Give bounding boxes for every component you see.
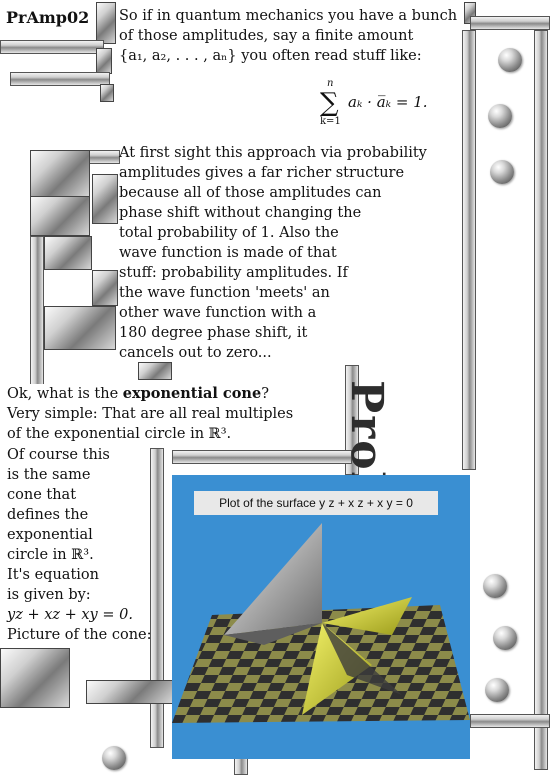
paragraph-line: total probability of 1. Also the [119,225,339,241]
paragraph-line: stuff: probability amplitudes. If [119,265,348,281]
paragraph-line: because all of those amplitudes can [119,185,382,201]
metal-pipe-right [462,30,476,470]
paragraph-line: is given by: [7,587,91,603]
metal-block-left-5 [92,270,118,306]
paragraph-line: Of course this [7,447,110,463]
paragraph-line: It's equation [7,567,99,583]
metal-bar-bottom-right [470,714,550,728]
metal-ball [483,574,507,598]
cone-plot [172,475,470,759]
paragraph-line: So if in quantum mechanics you have a bunch [119,8,458,24]
metal-pipe-far-right [534,30,548,770]
metal-ball [498,48,522,72]
metal-block-bottom-left [0,648,70,708]
paragraph-line: of those amplitudes, say a finite amount [119,28,414,44]
paragraph-line: is the same [7,467,91,483]
metal-block-top-left-2 [96,48,112,74]
bold-term: exponential cone [122,385,262,402]
paragraph-line: wave function is made of that [119,245,337,261]
metal-bar-top-left-2 [10,72,110,86]
text-run: Ok, what is the [7,386,123,402]
paragraph-line: amplitudes gives a far richer structure [119,165,405,181]
paragraph-line: At first sight this approach via probability [119,145,427,161]
paragraph-line: other wave function with a [119,305,317,321]
metal-ball [493,626,517,650]
paragraph-line: phase shift without changing the [119,205,362,221]
metal-block-left-4 [44,236,92,270]
sum-upper-limit: n [327,78,334,89]
paragraph-line: 180 degree phase shift, it [119,325,308,341]
metal-ball [485,678,509,702]
metal-block-left-1 [30,150,90,198]
metal-bar-top-right [470,16,550,30]
paragraph-line: Picture of the cone: [7,627,152,643]
sum-symbol: ∑ [320,88,339,118]
metal-ball [102,746,126,770]
metal-block-left-7 [138,362,172,380]
metal-block-left-2 [30,196,90,236]
metal-block-top-left-3 [100,84,114,102]
paragraph-line: of the exponential circle in ℝ³. [7,426,232,442]
plot-title: Plot of the surface y z + x z + x y = 0 [194,491,438,515]
paragraph-line: {a₁, a₂, . . . , aₙ} you often read stuff like: [119,48,422,64]
metal-pipe-left [30,236,44,386]
paragraph-line: cone that [7,487,77,503]
paragraph-line: yz + xz + xy = 0. [7,607,133,623]
sum-body: aₖ · a̅ₖ = 1. [348,93,428,111]
metal-ball [488,104,512,128]
paragraph-line: the wave function 'meets' an [119,285,330,301]
cone-plot-graphic [172,475,470,759]
metal-block-left-6 [44,306,116,350]
metal-block-left-3 [92,174,118,224]
paragraph-line [7,384,269,404]
cone-surface-grey [224,523,322,635]
metal-block-bottom-left-2 [86,680,174,704]
paragraph-line: circle in ℝ³. [7,547,94,563]
text-run: ? [261,386,269,402]
metal-ball [490,160,514,184]
metal-block-top-left [96,2,116,44]
sum-lower-limit: k=1 [320,116,341,127]
metal-bar-top-left [0,40,104,54]
paragraph-line: Very simple: That are all real multiples [7,406,294,422]
metal-bar-center [172,450,352,464]
paragraph-line: exponential [7,527,93,543]
paragraph-line: cancels out to zero... [119,345,272,361]
paragraph-line: defines the [7,507,89,523]
page-title: PrAmp02 [6,8,90,27]
